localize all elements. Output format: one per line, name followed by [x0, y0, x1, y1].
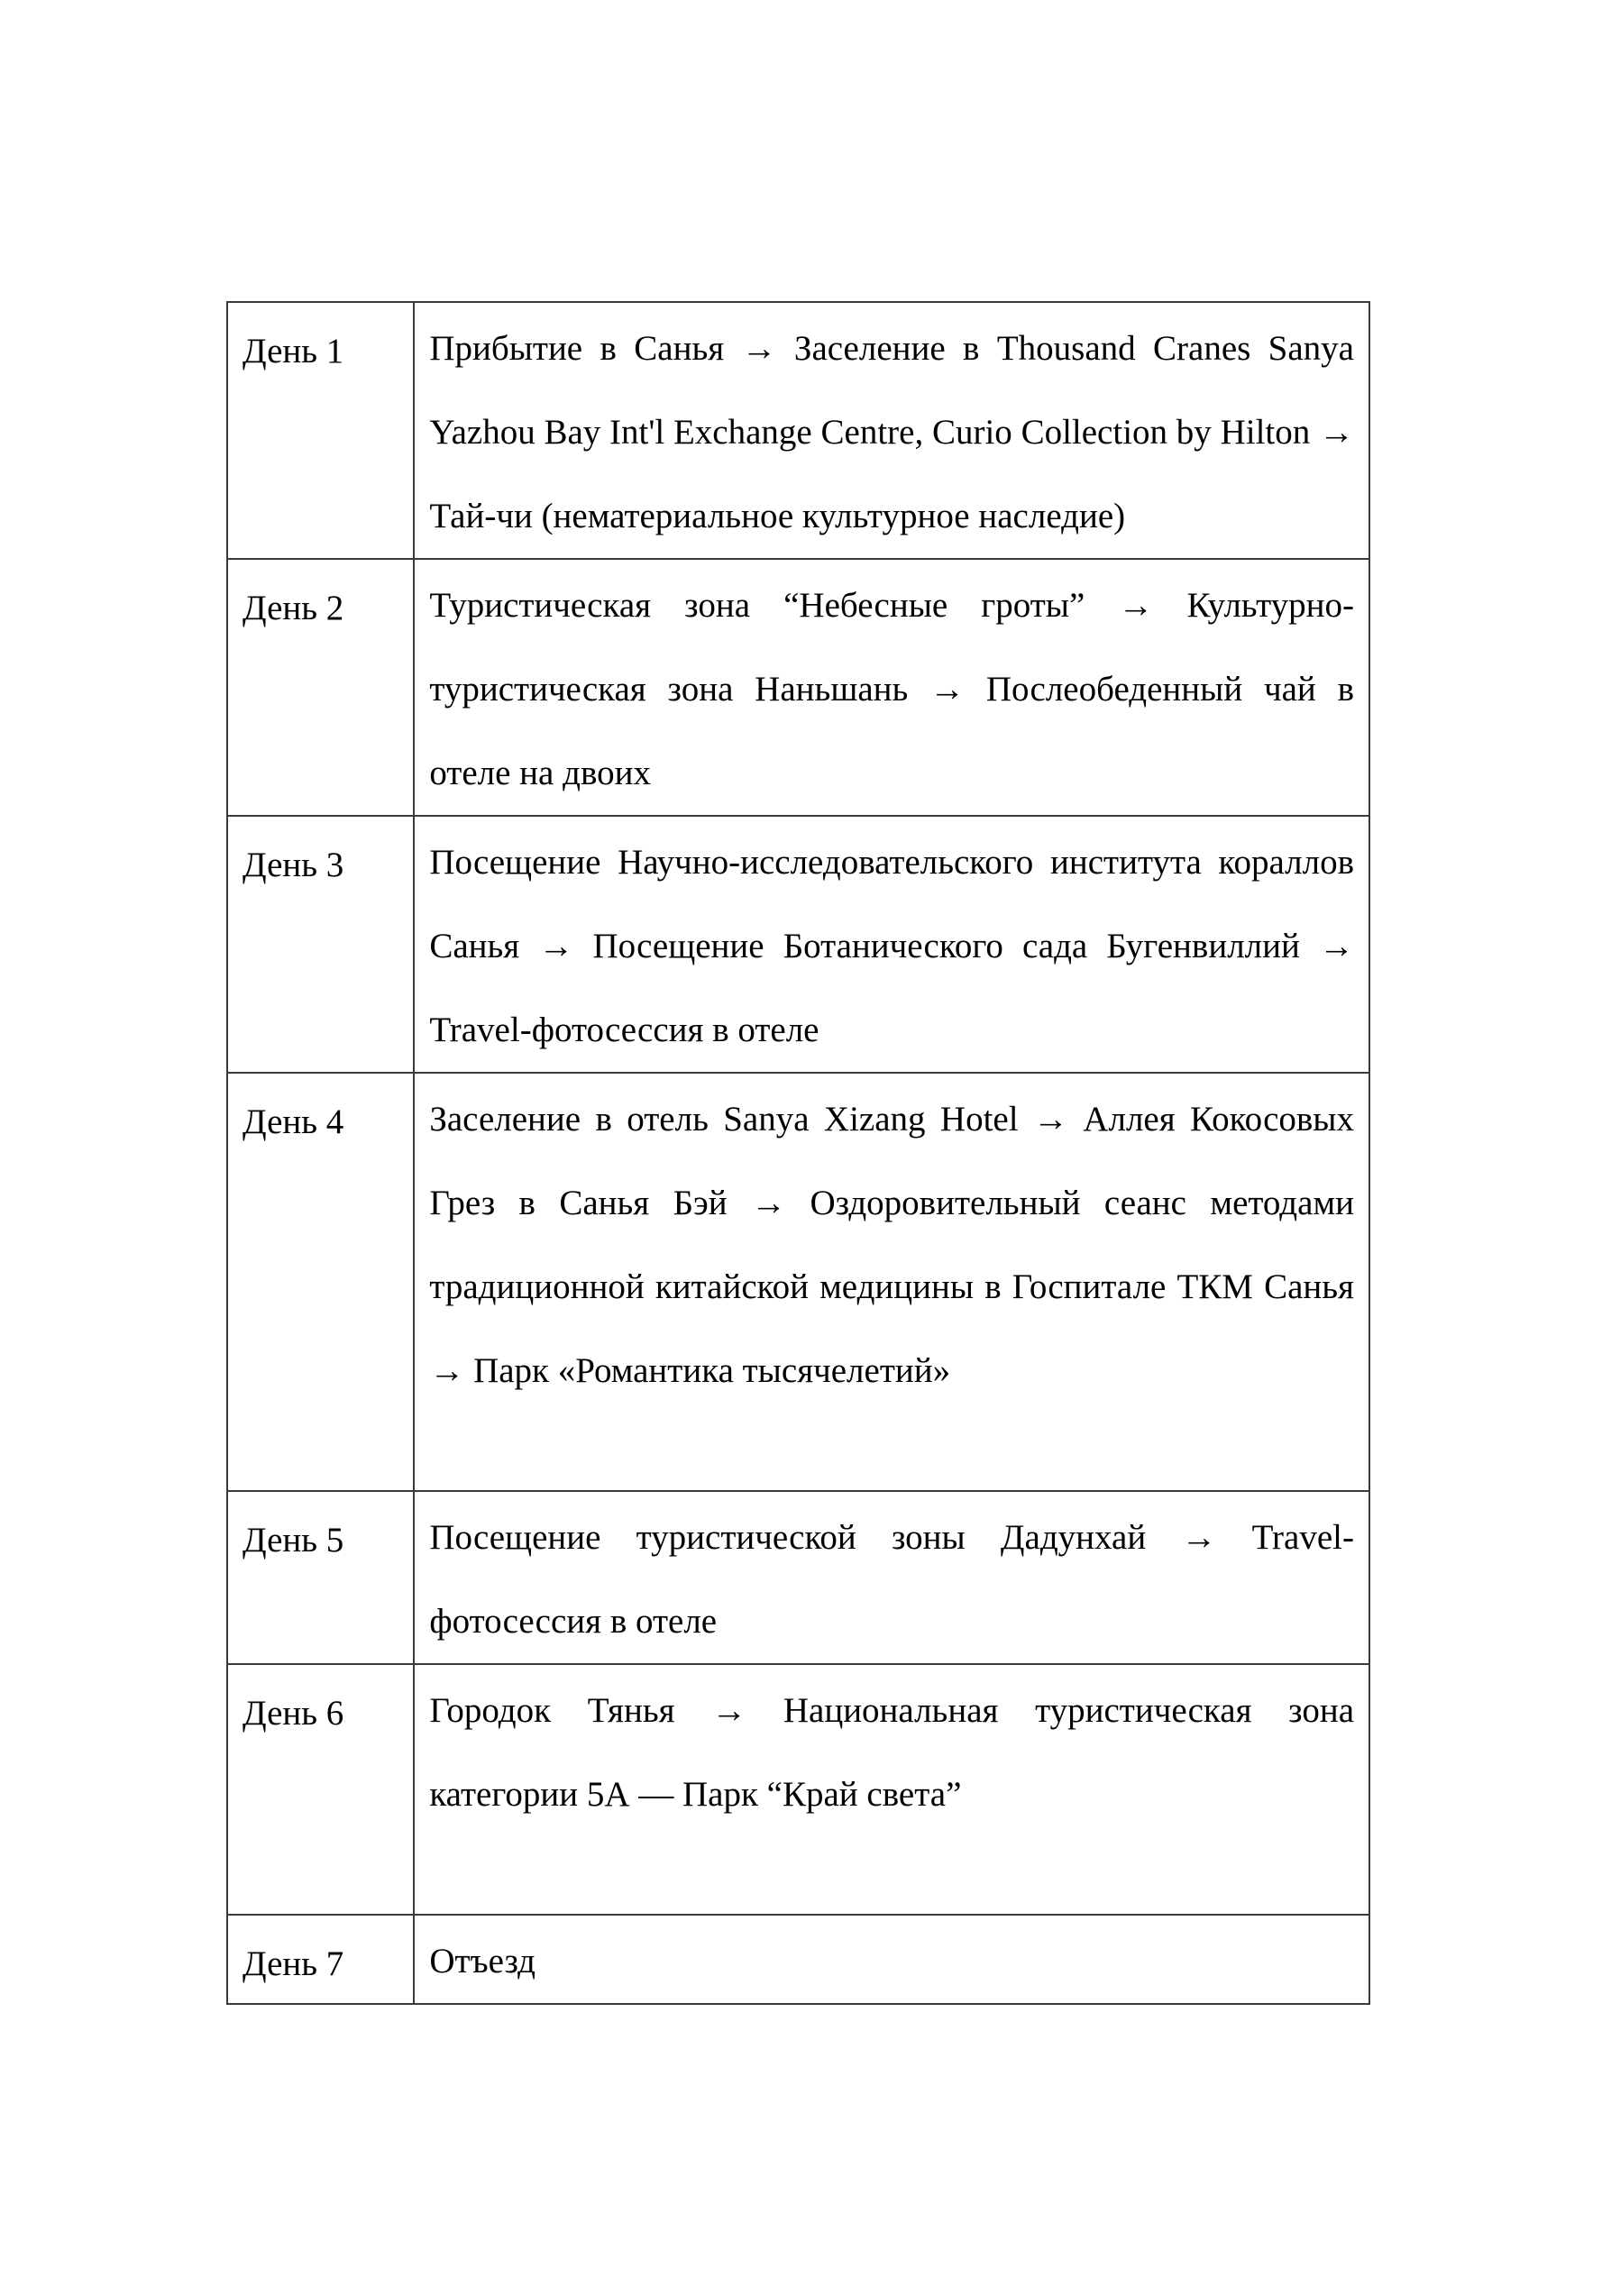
day-label: День 2	[227, 559, 414, 816]
day-label: День 4	[227, 1073, 414, 1491]
itinerary-table	[226, 301, 1370, 2005]
day-label: День 6	[227, 1664, 414, 1915]
day-label: День 3	[227, 816, 414, 1073]
table-row	[227, 559, 1369, 816]
day-plan: Посещение Научно-исследовательского института кораллов Санья → Посещение Ботанического сада Бугенвиллий → Travel-фотосессия в отеле	[429, 843, 1354, 1049]
day-plan: Посещение туристической зоны Дадунхай → Travel-фотосессия в отеле	[429, 1518, 1354, 1641]
day-plan: Прибытие в Санья → Заселение в Thousand Cranes Sanya Yazhou Bay Int'l Exchange Centre, Curio Collection by Hilton → Тай-чи (нематериальное культурное наследие)	[429, 329, 1354, 535]
day-plan: Отъезд	[429, 1942, 536, 1980]
day-label: День 1	[227, 302, 414, 559]
table-row	[227, 1664, 1369, 1915]
table-row	[227, 1491, 1369, 1664]
table-row	[227, 816, 1369, 1073]
table-row	[227, 1915, 1369, 2004]
table-row	[227, 302, 1369, 559]
day-plan: Туристическая зона “Небесные гроты” → Культурно-туристическая зона Наньшань → Послеобеденный чай в отеле на двоих	[429, 586, 1354, 792]
day-label: День 5	[227, 1491, 414, 1664]
table-row	[227, 1073, 1369, 1491]
day-plan: Городок Тянья → Национальная туристическая зона категории 5А — Парк “Край света”	[429, 1691, 1354, 1814]
day-label: День 7	[227, 1915, 414, 2004]
day-plan: Заселение в отель Sanya Xizang Hotel → Аллея Кокосовых Грез в Санья Бэй → Оздоровительный сеанс методами традиционной китайской медицины в Госпитале ТКМ Санья → Парк «Романтика тысячелетий»	[429, 1100, 1354, 1390]
